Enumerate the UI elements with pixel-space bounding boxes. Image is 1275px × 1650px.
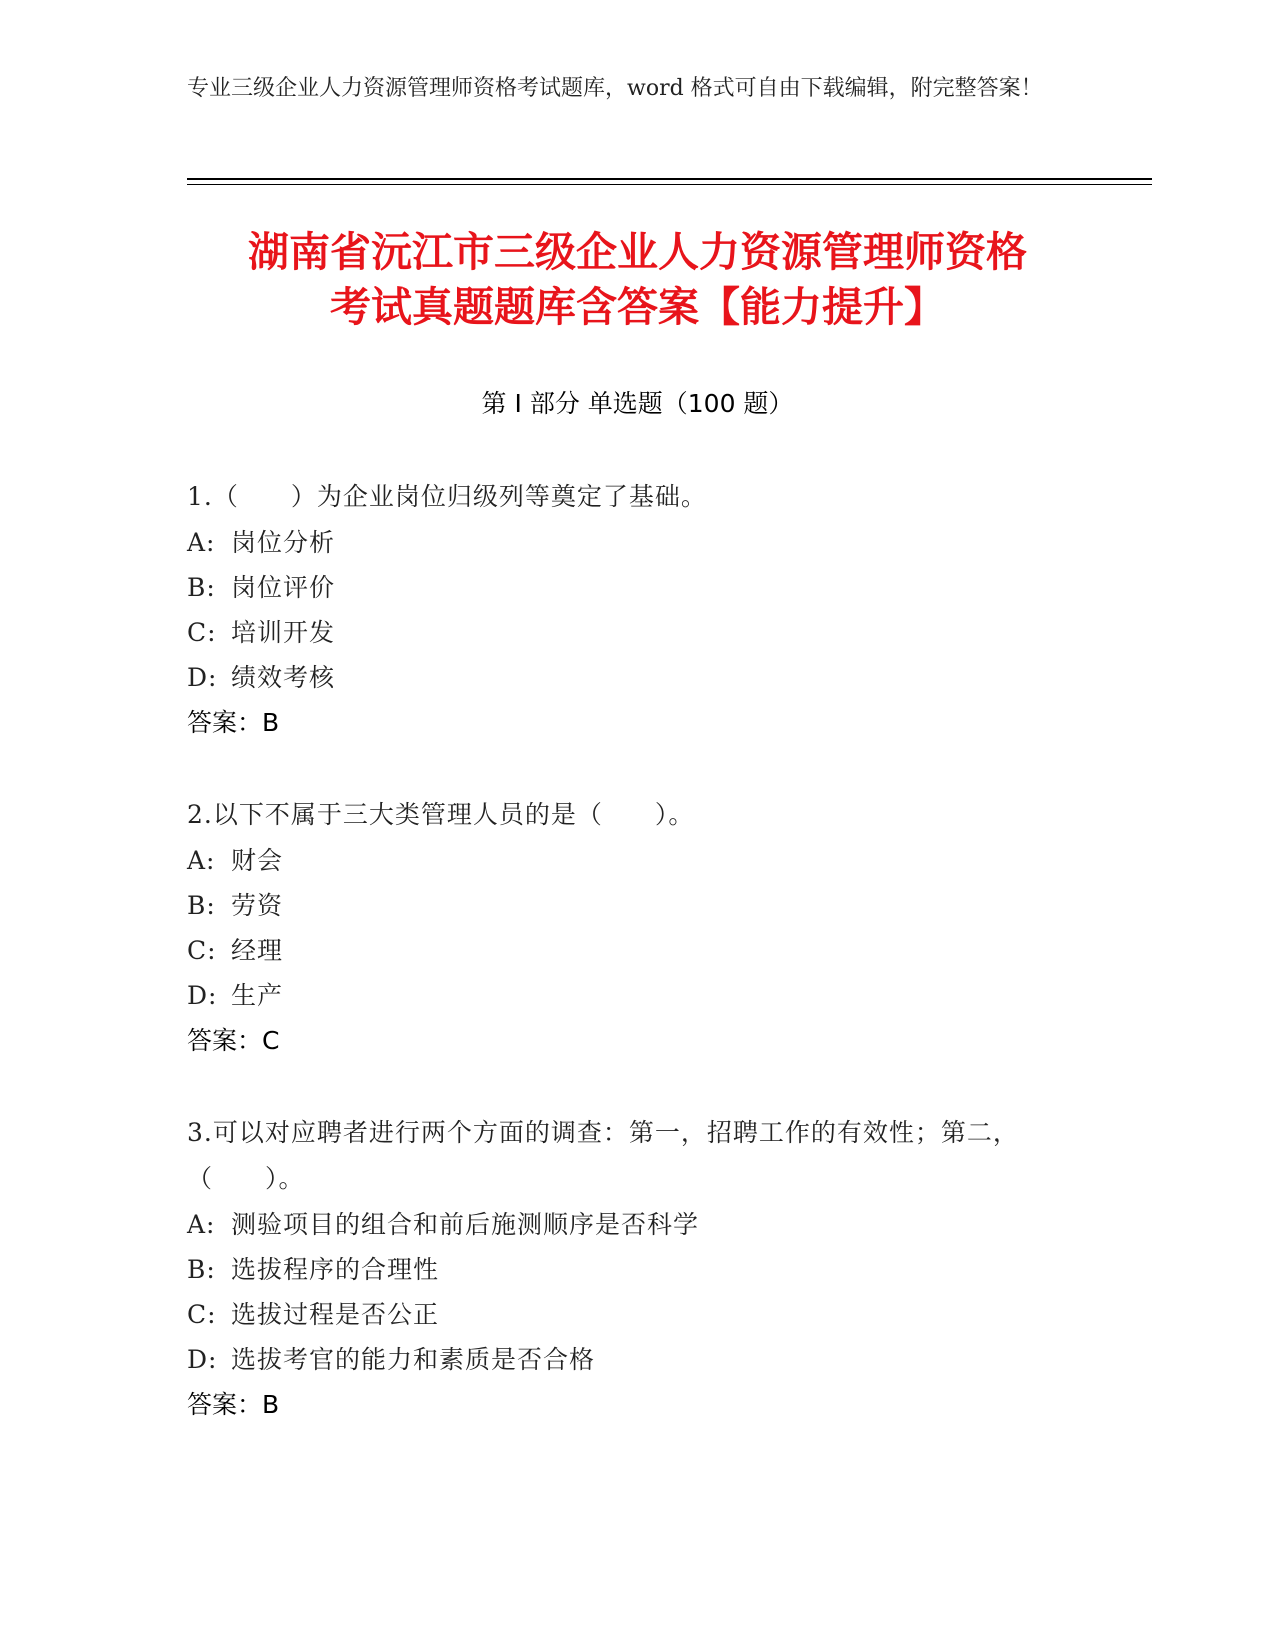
option-key: D: bbox=[187, 981, 218, 1010]
option-text: 生产 bbox=[231, 981, 284, 1010]
header-rule-thin bbox=[187, 184, 1152, 185]
option-text: 财会 bbox=[231, 846, 284, 875]
option-c bbox=[187, 610, 1067, 655]
option-key: B: bbox=[187, 891, 216, 920]
option-d bbox=[187, 655, 1067, 700]
option-text: 岗位评价 bbox=[231, 573, 336, 602]
option-text: 劳资 bbox=[231, 891, 284, 920]
option-key: C: bbox=[187, 1300, 217, 1329]
answer-prefix: 答案： bbox=[187, 708, 263, 737]
question-stem: 1.（ ）为企业岗位归级列等奠定了基础。 bbox=[187, 482, 707, 511]
answer-line bbox=[187, 1018, 1067, 1064]
option-key: A: bbox=[187, 528, 216, 557]
question-2 bbox=[187, 792, 1067, 1064]
section-title: 第 I 部分 单选题（100 题） bbox=[481, 389, 794, 418]
option-key: B: bbox=[187, 573, 216, 602]
option-b bbox=[187, 1247, 1067, 1292]
option-text: 经理 bbox=[231, 936, 284, 965]
document-title-line-2: 考试真题题库含答案【能力提升】 bbox=[330, 283, 945, 331]
option-b bbox=[187, 883, 1067, 928]
option-a bbox=[187, 838, 1067, 883]
option-a bbox=[187, 520, 1067, 565]
document-title bbox=[130, 225, 1145, 335]
header-note: 专业三级企业人力资源管理师资格考试题库，word 格式可自由下载编辑，附完整答案！ bbox=[187, 76, 1043, 101]
answer-prefix: 答案： bbox=[187, 1390, 263, 1419]
question-1 bbox=[187, 474, 1067, 746]
option-key: A: bbox=[187, 1210, 216, 1239]
option-text: 测验项目的组合和前后施测顺序是否科学 bbox=[231, 1210, 700, 1239]
option-b bbox=[187, 565, 1067, 610]
option-d bbox=[187, 1337, 1067, 1382]
question-stem: 2.以下不属于三大类管理人员的是（ ）。 bbox=[187, 800, 695, 829]
option-d bbox=[187, 973, 1067, 1018]
option-text: 选拔考官的能力和素质是否合格 bbox=[231, 1345, 596, 1374]
option-text: 绩效考核 bbox=[231, 663, 336, 692]
answer-value: B bbox=[262, 1390, 280, 1419]
option-text: 选拔程序的合理性 bbox=[231, 1255, 440, 1284]
option-key: A: bbox=[187, 846, 216, 875]
option-text: 岗位分析 bbox=[231, 528, 336, 557]
answer-value: B bbox=[262, 708, 280, 737]
answer-line bbox=[187, 1382, 1067, 1428]
option-key: D: bbox=[187, 663, 218, 692]
option-text: 培训开发 bbox=[231, 618, 336, 647]
answer-line bbox=[187, 700, 1067, 746]
header-rule-thick bbox=[187, 178, 1152, 180]
option-c bbox=[187, 928, 1067, 973]
question-3 bbox=[187, 1110, 1067, 1428]
option-key: B: bbox=[187, 1255, 216, 1284]
option-key: C: bbox=[187, 936, 217, 965]
option-c bbox=[187, 1292, 1067, 1337]
answer-prefix: 答案： bbox=[187, 1026, 263, 1055]
answer-value: C bbox=[262, 1026, 280, 1055]
option-text: 选拔过程是否公正 bbox=[231, 1300, 440, 1329]
option-key: C: bbox=[187, 618, 217, 647]
option-a bbox=[187, 1202, 1067, 1247]
question-stem: 3.可以对应聘者进行两个方面的调查：第一，招聘工作的有效性；第二，（ ）。 bbox=[187, 1118, 1019, 1193]
option-key: D: bbox=[187, 1345, 218, 1374]
document-title-line-1: 湖南省沅江市三级企业人力资源管理师资格 bbox=[248, 228, 1027, 276]
